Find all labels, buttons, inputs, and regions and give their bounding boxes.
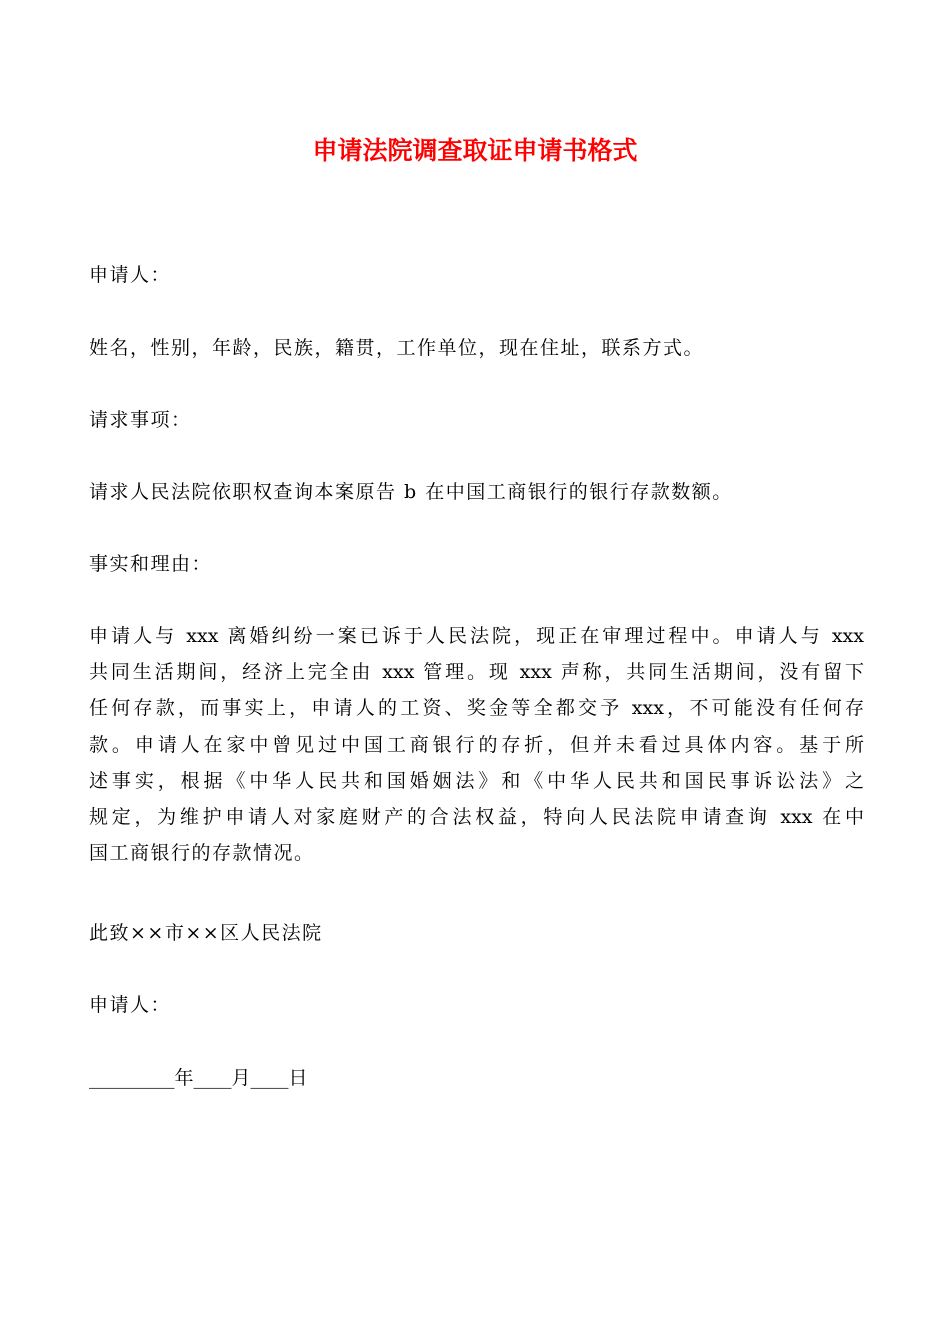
facts-line: 规定，为维护申请人对家庭财产的合法权益，特向人民法院申请查询 xxx 在中 (89, 806, 864, 829)
facts-label: 事实和理由： (89, 553, 213, 575)
facts-line: 国工商银行的存款情况。 (89, 842, 315, 865)
facts-line: 述事实，根据《中华人民共和国婚姻法》和《中华人民共和国民事诉讼法》之 (89, 769, 864, 792)
applicant-label: 申请人： (89, 264, 172, 286)
request-text: 请求人民法院依职权查询本案原告 b 在中国工商银行的银行存款数额。 (89, 481, 733, 503)
signature-label: 申请人： (89, 994, 172, 1016)
facts-paragraph (89, 618, 864, 871)
facts-line: 申请人与 xxx 离婚纠纷一案已诉于人民法院，现正在审理过程中。申请人与 xxx (89, 625, 864, 647)
applicant-info: 姓名，性别，年龄，民族，籍贯，工作单位，现在住址，联系方式。 (89, 337, 705, 359)
request-label: 请求事项： (89, 409, 192, 431)
document-title: 申请法院调查取证申请书格式 (312, 136, 638, 165)
facts-line: 任何存款，而事实上，申请人的工资、奖金等全都交予 xxx，不可能没有任何存 (89, 697, 864, 720)
date-line: _________年____月____日 (89, 1067, 308, 1089)
facts-line: 共同生活期间，经济上完全由 xxx 管理。现 xxx 声称，共同生活期间，没有留下 (89, 661, 864, 684)
addressee: 此致××市××区人民法院 (89, 922, 323, 944)
facts-line: 款。申请人在家中曾见过中国工商银行的存折，但并未看过具体内容。基于所 (89, 733, 864, 756)
